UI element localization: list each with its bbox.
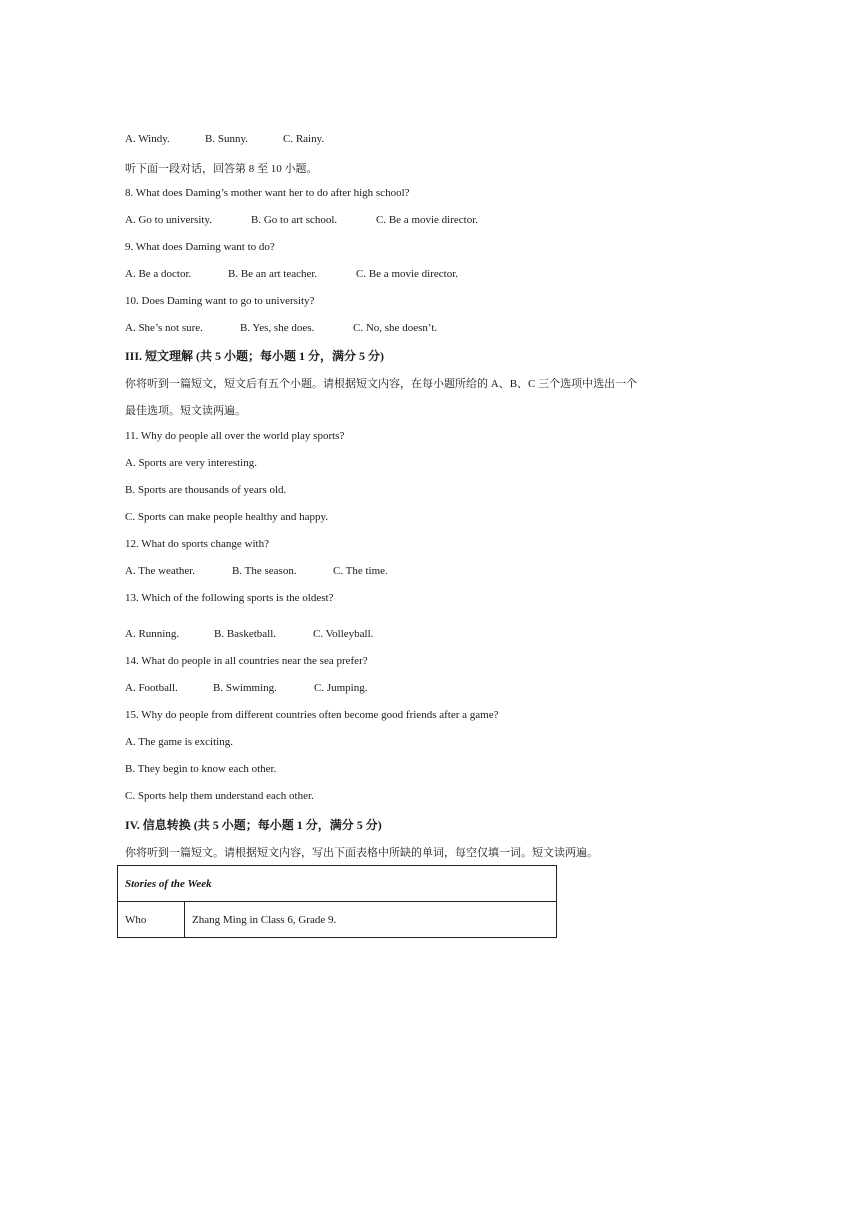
q7-option-c: C. Rainy. [283,133,325,145]
section-3-instruction-line-1: 你将听到一篇短文，短文后有五个小题。请根据短文内容，在每小题所给的 A、B、C 三个选项中选出一个 [125,378,638,390]
q12-option-c: C. The time. [333,565,388,577]
q8-options [125,214,478,226]
q8-question: 8. What does Daming’s mother want her to do after high school? [125,187,410,199]
q15-option-a: A. The game is exciting. [125,736,233,748]
q14-option-a: A. Football. [125,682,178,694]
q11-option-c: C. Sports can make people healthy and happy. [125,511,329,523]
q11-option-a: A. Sports are very interesting. [125,457,257,469]
q15-option-c: C. Sports help them understand each other. [125,790,314,802]
section-4-instruction: 你将听到一篇短文。请根据短文内容，写出下面表格中所缺的单词，每空仅填一词。短文读两遍。 [125,847,598,859]
q10-option-a: A. She’s not sure. [125,322,203,334]
table-row-value: Zhang Ming in Class 6, Grade 9. [185,902,557,938]
table-title: Stories of the Week [118,866,557,902]
table-row-label: Who [118,902,185,938]
q9-option-c: C. Be a movie director. [356,268,459,280]
q8-option-c: C. Be a movie director. [376,214,479,226]
q12-option-a: A. The weather. [125,565,196,577]
q7-option-a: A. Windy. [125,133,170,145]
q13-option-c: C. Volleyball. [313,628,374,640]
q14-question: 14. What do people in all countries near the sea prefer? [125,655,368,667]
q15-option-b: B. They begin to know each other. [125,763,277,775]
q14-options [125,682,367,694]
q13-option-a: A. Running. [125,628,180,640]
q12-option-b: B. The season. [232,565,297,577]
q10-question: 10. Does Daming want to go to university? [125,295,315,307]
section-3-heading: III. 短文理解 (共 5 小题；每小题 1 分，满分 5 分) [125,349,385,363]
q13-options [125,628,373,640]
section-4-heading: IV. 信息转换 (共 5 小题；每小题 1 分，满分 5 分) [125,818,382,832]
q8-option-a: A. Go to university. [125,214,212,226]
q12-question: 12. What do sports change with? [125,538,269,550]
table-header-row [118,866,557,902]
q12-options [125,565,388,577]
q11-question: 11. Why do people all over the world play sports? [125,430,345,442]
stories-table [117,865,557,938]
q15-question: 15. Why do people from different countries often become good friends after a game? [125,709,499,721]
q9-question: 9. What does Daming want to do? [125,241,275,253]
q10-option-b: B. Yes, she does. [240,322,315,334]
q14-option-c: C. Jumping. [314,682,368,694]
q13-option-b: B. Basketball. [214,628,277,640]
q8-option-b: B. Go to art school. [251,214,338,226]
dialogue-instruction: 听下面一段对话，回答第 8 至 10 小题。 [125,163,318,175]
q10-options [125,322,437,334]
q7-options [125,133,324,145]
table-row [118,902,557,938]
q9-options [125,268,458,280]
section-3-instruction-line-2: 最佳选项。短文读两遍。 [125,405,246,417]
q11-option-b: B. Sports are thousands of years old. [125,484,287,496]
q10-option-c: C. No, she doesn’t. [353,322,438,334]
q7-option-b: B. Sunny. [205,133,248,145]
q14-option-b: B. Swimming. [213,682,277,694]
q13-question: 13. Which of the following sports is the oldest? [125,592,334,604]
q9-option-b: B. Be an art teacher. [228,268,318,280]
q9-option-a: A. Be a doctor. [125,268,192,280]
